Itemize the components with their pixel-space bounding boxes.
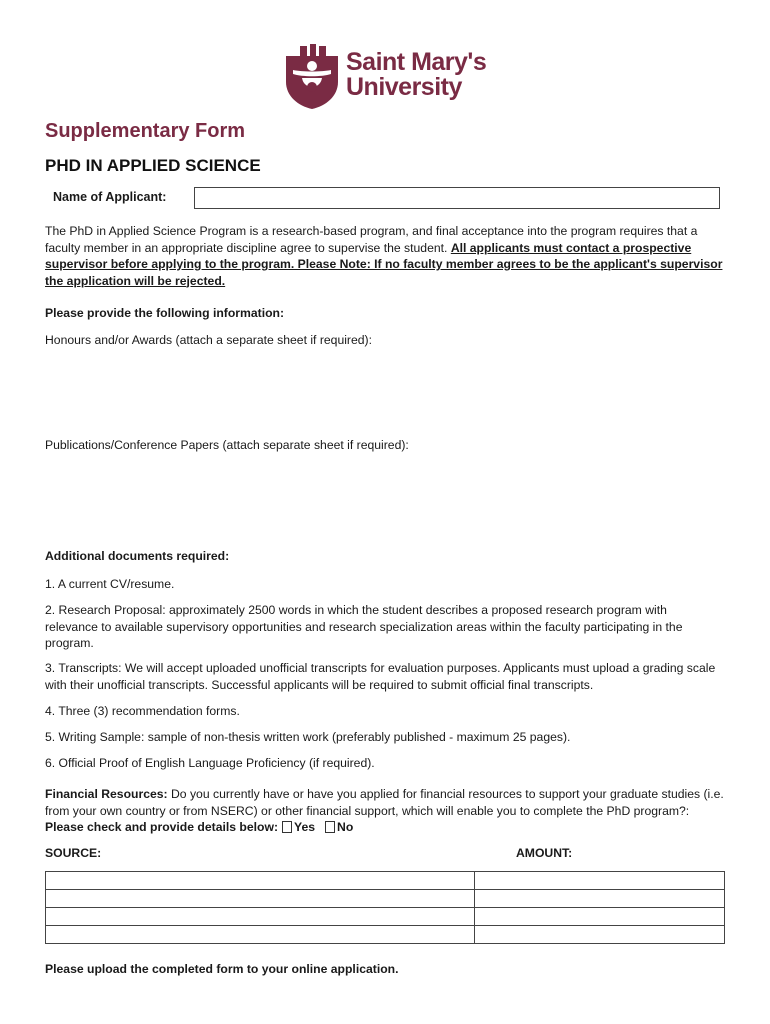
financial-text: Do you currently have or have you applied for financial resources to support your graduate studies (i.e. from your own country or from NSERC) or other financial support, which will enable you to complete the PhD program?:: [45, 787, 724, 818]
no-checkbox[interactable]: [325, 821, 335, 833]
table-row: [46, 926, 725, 944]
doc-item-proposal: 2. Research Proposal: approximately 2500 words in which the student describes a proposed research program with relevance to available supervisory opportunities and research specialization areas within the faculty participating in the program.: [45, 603, 683, 650]
footer-instruction: Please upload the completed form to your online application.: [45, 962, 399, 976]
doc-item-cv: 1. A current CV/resume.: [45, 577, 175, 591]
source-cell[interactable]: [46, 872, 475, 890]
honours-field[interactable]: [45, 352, 729, 436]
applicant-name-input[interactable]: [194, 187, 720, 209]
publications-field[interactable]: [45, 457, 729, 546]
info-heading: Please provide the following information:: [45, 306, 285, 320]
doc-item-writing-sample: 5. Writing Sample: sample of non-thesis written work (preferably published - maximum 25 pages).: [45, 730, 571, 744]
doc-item-transcripts: 3. Transcripts: We will accept uploaded unofficial transcripts for evaluation purposes. Applicants must upload a grading scale with their unofficial transcripts. Successful applicants will be required to submit official final transcripts.: [45, 661, 716, 692]
amount-cell[interactable]: [475, 872, 725, 890]
amount-cell[interactable]: [475, 926, 725, 944]
intro-text: The PhD in Applied Science Program is a research-based program, and final acceptance into the program requires that a faculty member in an appropriate discipline agree to supervise the student.: [45, 224, 698, 255]
amount-header: AMOUNT:: [516, 846, 573, 860]
source-cell[interactable]: [46, 890, 475, 908]
amount-cell[interactable]: [475, 890, 725, 908]
source-cell[interactable]: [46, 926, 475, 944]
honours-label: Honours and/or Awards (attach a separate sheet if required):: [45, 333, 372, 347]
form-title: Supplementary Form: [45, 120, 246, 142]
university-logo: [284, 44, 494, 110]
source-cell[interactable]: [46, 908, 475, 926]
yes-checkbox[interactable]: [282, 821, 292, 833]
publications-label: Publications/Conference Papers (attach separate sheet if required):: [45, 438, 409, 452]
financial-table: [45, 871, 725, 944]
program-title: PHD IN APPLIED SCIENCE: [45, 156, 261, 175]
doc-item-english-proficiency: 6. Official Proof of English Language Proficiency (if required).: [45, 756, 375, 770]
table-row: [46, 890, 725, 908]
yes-label: Yes: [294, 820, 316, 834]
name-label: Name of Applicant:: [53, 190, 167, 204]
source-header: SOURCE:: [45, 846, 102, 860]
table-row: [46, 908, 725, 926]
logo-line-2: University: [346, 73, 462, 101]
amount-cell[interactable]: [475, 908, 725, 926]
documents-heading: Additional documents required:: [45, 549, 230, 563]
logo-line-1: Saint Mary's: [346, 48, 487, 76]
crest-icon: [284, 44, 340, 110]
financial-instruction: Please check and provide details below:: [45, 820, 279, 834]
logo-wordmark: [346, 50, 486, 100]
no-label: No: [337, 820, 354, 834]
intro-emphasis: All applicants must contact a prospective supervisor before applying to the program. Please Note: If no faculty member agrees to be the applicant's supervisor the application will be rejected.: [45, 240, 723, 288]
financial-question: [45, 786, 730, 836]
financial-label: Financial Resources:: [45, 787, 168, 801]
intro-paragraph: [45, 223, 725, 289]
doc-item-recommendations: 4. Three (3) recommendation forms.: [45, 704, 240, 718]
table-row: [46, 872, 725, 890]
